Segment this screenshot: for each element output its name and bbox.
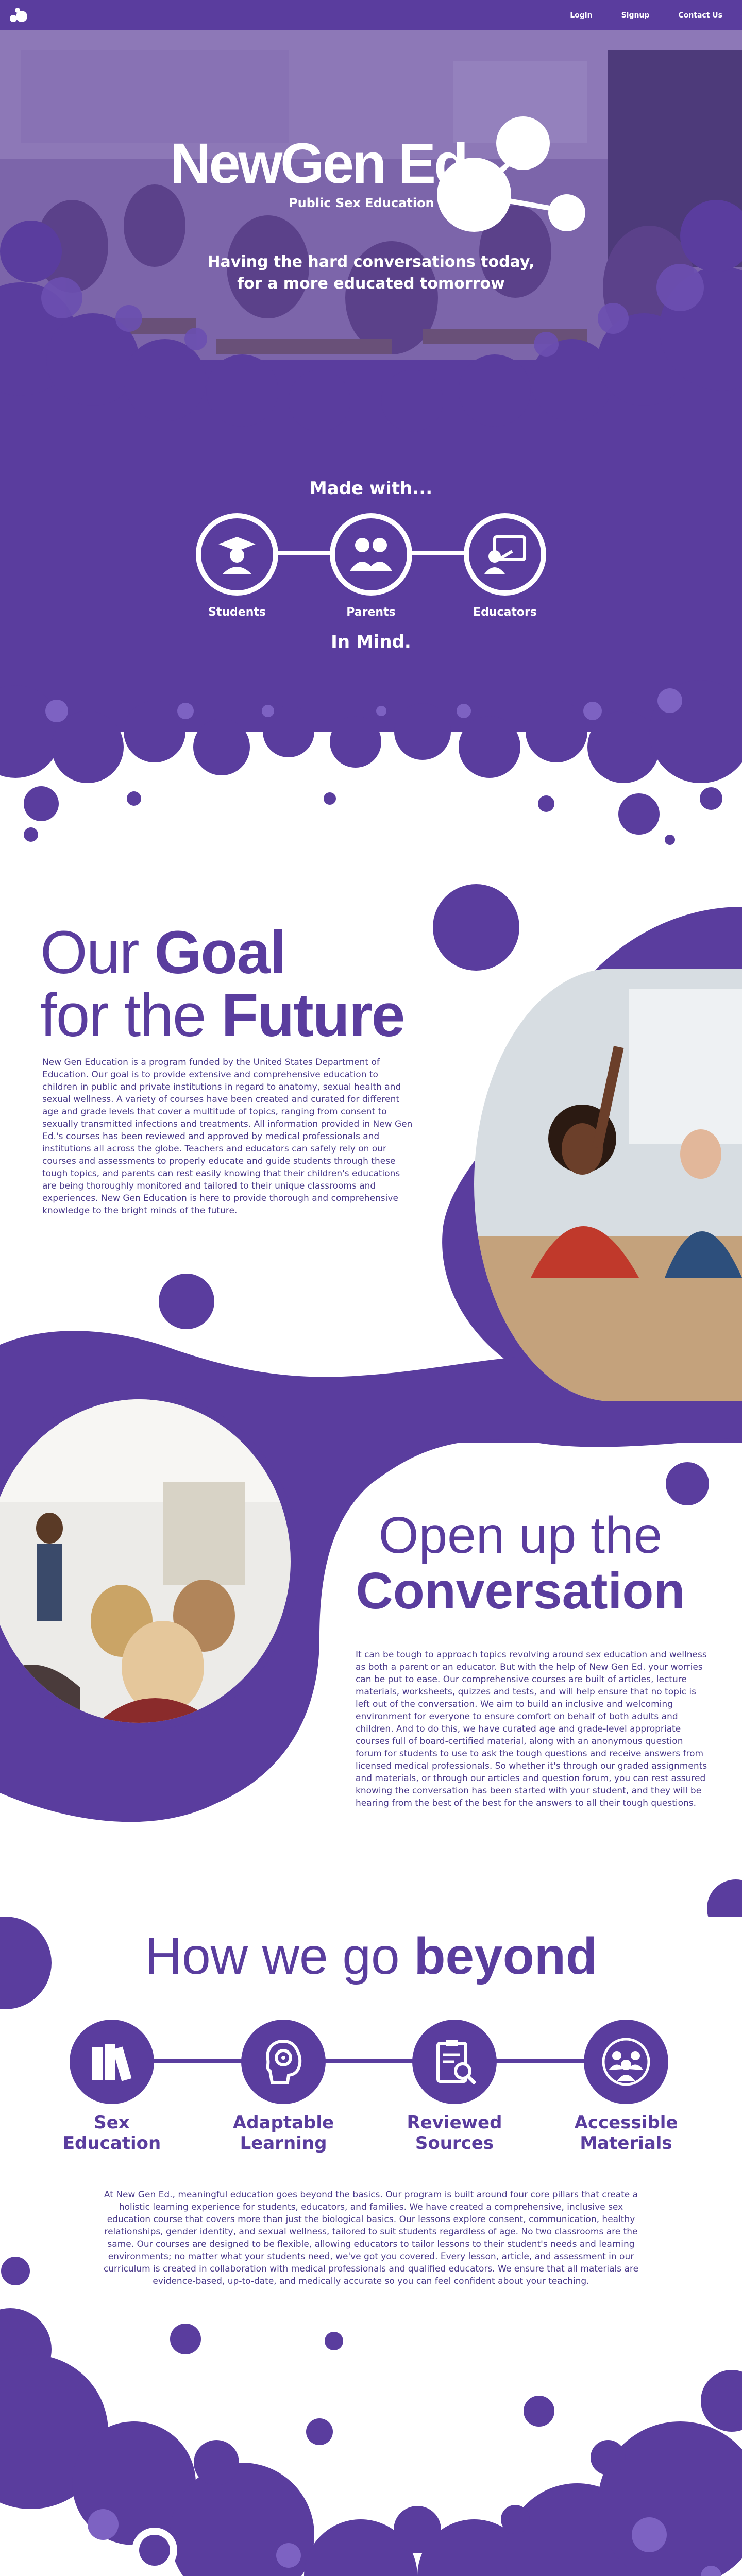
- pillar-label-sex-education: Sex Education: [62, 2112, 161, 2154]
- audience-students-badge: [196, 513, 278, 596]
- pillar-label-adaptable-learning: Adaptable Learning: [232, 2112, 334, 2154]
- books-icon: [87, 2037, 137, 2087]
- goal-title: [40, 921, 404, 1047]
- clipboard-search-icon: [430, 2037, 479, 2087]
- tagline-line-1: Having the hard conversations today,: [207, 253, 535, 271]
- join-background: [0, 2215, 742, 2576]
- join-bubble-accents: [77, 2524, 211, 2576]
- audience-parents-badge: [330, 513, 412, 596]
- beyond-title-bold: beyond: [414, 1927, 598, 1985]
- student-raising-hand-photo: [474, 969, 742, 1401]
- goal-title-light-2: for the: [40, 981, 206, 1049]
- audience-label-educators: Educators: [473, 606, 537, 619]
- goal-title-bold-2: Future: [221, 981, 404, 1049]
- nav-login-link[interactable]: Login: [570, 11, 593, 20]
- goal-title-light-1: Our: [40, 919, 139, 987]
- pillar-accessible-materials-badge: [584, 2020, 668, 2104]
- audience-educators-badge: [464, 513, 546, 596]
- beyond-body-text: At New Gen Ed., meaningful education goes beyond the basics. Our program is built around four core pillars that create a holistic learning experience for students, educators, and families. We have created a comprehensive, inclusive sex education course that covers more than just the biological basics. Our lessons explore consent, communication, healthy relationships, gender identity, and sexual wellness, tailored to suit students regardless of age. No two classrooms are the same. Our courses are designed to be flexible, allowing educators to tailor lessons to their student's needs and learning environments; no matter what your students need, we've got you covered. Every lesson, article, and assessment in our curriculum is created in collaboration with medical professionals and qualified educators. We ensure that all materials are evidence-based, up-to-date, and medically accurate so you can feel confident about your teaching.: [103, 2190, 639, 2286]
- brain-gear-icon: [259, 2037, 308, 2087]
- people-group-icon: [601, 2037, 651, 2087]
- bubbles-logo-icon[interactable]: [7, 6, 31, 25]
- made-with-title: Made with...: [309, 478, 433, 499]
- pillar-sex-education-badge: [70, 2020, 154, 2104]
- conversation-title: [340, 1507, 701, 1619]
- pillar-connector-line: [108, 2059, 629, 2063]
- audience-label-students: Students: [208, 606, 266, 619]
- nav-signup-link[interactable]: Signup: [621, 11, 650, 20]
- nav-contact-link[interactable]: Contact Us: [678, 11, 722, 20]
- in-mind-text: In Mind.: [331, 632, 411, 652]
- conversation-title-light: Open up the: [378, 1506, 663, 1564]
- beyond-title-light: How we go: [144, 1927, 400, 1985]
- parents-icon: [348, 534, 394, 575]
- conversation-body-text: It can be tough to approach topics revolving around sex education and wellness as both a parent or an educator. But with the help of New Gen Ed. your worries can be put to ease. Our comprehensive courses are built of articles, lecture materials, worksheets, quizzes and tests, and will help ensure that no topic is left out of the conversation. We aim to build an inclusive and welcoming environment for everyone to ensure comfort on behalf of both adults and children. And to do this, we have curated age and grade-level appropriate courses full of board-certified material, along with an anonymous question forum for students to use to ask the tough questions and receive answers from licensed medical professionals. So whether it's through our graded assignments and materials, or through our articles and question forum, you can rest assured knowing the conversation has been started with your student, and they will be hearing from the best of the best for the answers to all their tough questions.: [356, 1650, 707, 1808]
- pillar-reviewed-sources-badge: [412, 2020, 497, 2104]
- top-nav: [0, 0, 742, 30]
- hero-section: [0, 30, 742, 447]
- goal-title-bold-1: Goal: [154, 919, 285, 987]
- brand-title: NewGen Ed.: [170, 132, 480, 195]
- conversation-title-bold: Conversation: [356, 1562, 685, 1620]
- beyond-title: [0, 1927, 742, 1986]
- brand-subtitle: Public Sex Education: [289, 196, 434, 210]
- teacher-board-icon: [483, 534, 527, 575]
- hero-bubble-edge: [0, 30, 742, 447]
- pillar-label-accessible-materials: Accessible Materials: [574, 2112, 678, 2154]
- tagline-line-2: for a more educated tomorrow: [237, 275, 505, 293]
- hero-tagline: [0, 251, 742, 295]
- pillar-label-reviewed-sources: Reviewed Sources: [407, 2112, 502, 2154]
- audience-label-parents: Parents: [346, 606, 396, 619]
- nav-links: [570, 11, 722, 20]
- pillar-adaptable-learning-badge: [241, 2020, 326, 2104]
- student-graduate-icon: [216, 534, 258, 575]
- goal-body-text: New Gen Education is a program funded by the United States Department of Education. Our goal is to provide extensive and comprehensive education to children in public and private institutions in regard to anatomy, sexual health and sexual wellness. A variety of courses have been created and curated for different age and grade levels that cover a multitude of topics, ranging from consent to sexually transmitted infections and treatments. All information provided in New Gen Ed.'s courses has been reviewed and approved by medical professionals and institutions all across the globe. Teachers and educators can safely rely on our courses and assessments to properly educate and guide students through these tough topics, and parents can rest easily knowing that their children's educations are being thoroughly monitored and tailored to their unique classrooms and experiences. New Gen Education is here to provide thorough and comprehensive knowledge to the bright minds of the future.: [42, 1057, 413, 1216]
